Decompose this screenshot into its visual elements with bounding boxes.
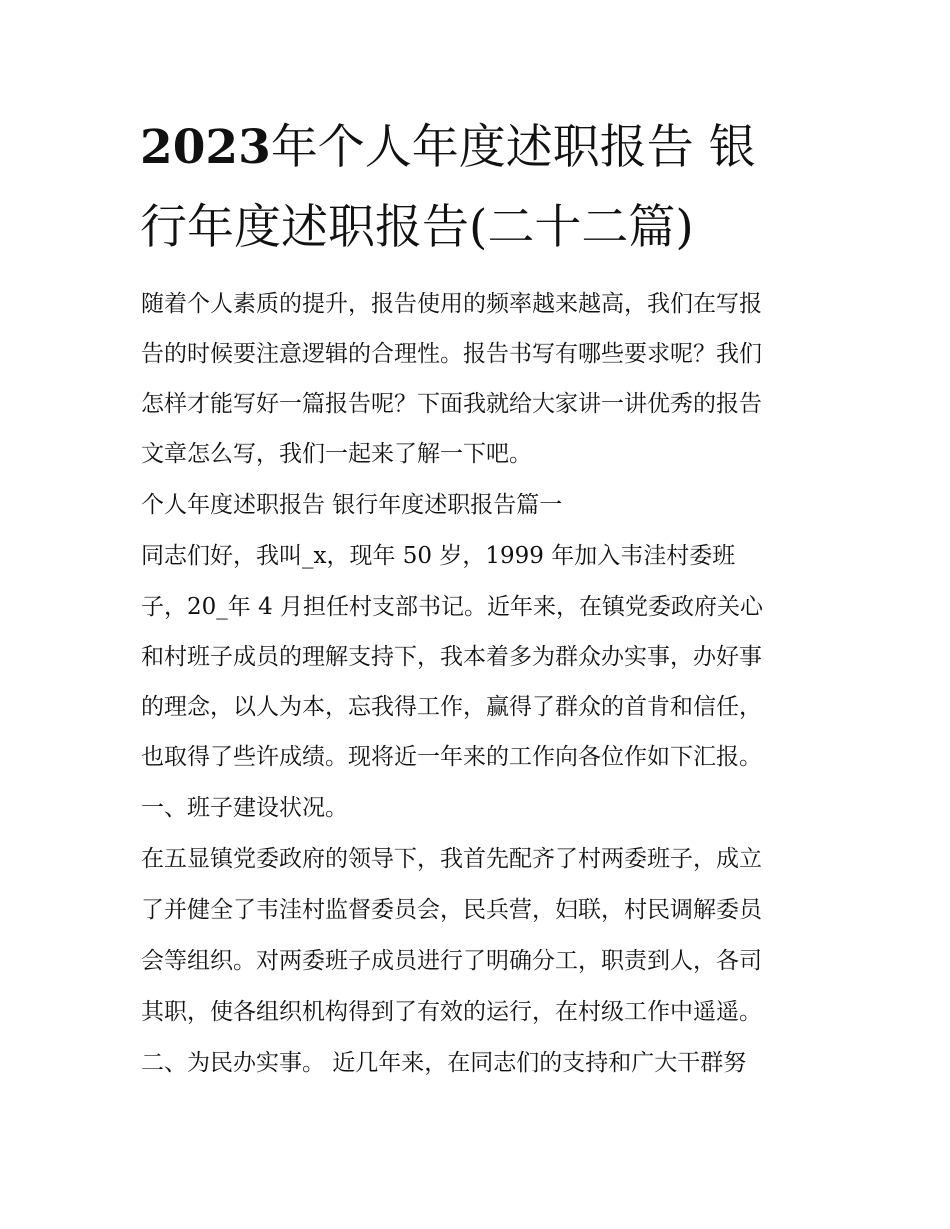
document-title-line-2: 行年度述职报告(二十二篇) — [140, 200, 694, 255]
paragraph-line: 了并健全了韦洼村监督委员会，民兵营，妇联，村民调解委员 — [141, 897, 762, 923]
paragraph-line: 同志们好，我叫_x，现年 50 岁，1999 年加入韦洼村委班 — [141, 543, 736, 569]
paragraph-line: 在五显镇党委政府的领导下，我首先配齐了村两委班子，成立 — [141, 846, 762, 872]
paragraph-line: 其职，使各组织机构得到了有效的运行，在村级工作中遥遥。 — [141, 999, 762, 1025]
title-text: 年个人年度述职报告 银 — [270, 120, 756, 175]
paragraph-line: 和村班子成员的理解支持下，我本着多为群众办实事，办好事 — [141, 644, 762, 670]
intro-line: 随着个人素质的提升，报告使用的频率越来越高，我们在写报 — [141, 291, 762, 317]
intro-line: 怎样才能写好一篇报告呢？下面我就给大家讲一讲优秀的报告 — [141, 391, 762, 417]
title-year: 2023 — [140, 120, 271, 175]
paragraph-line: 子，20_年 4 月担任村支部书记。近年来，在镇党委政府关心 — [141, 594, 764, 620]
section-heading: 个人年度述职报告 银行年度述职报告篇一 — [141, 492, 563, 518]
document-title-line-1 — [140, 118, 756, 178]
paragraph-line: 二、为民办实事。 近几年来，在同志们的支持和广大干群努 — [141, 1050, 747, 1076]
paragraph-line: 的理念，以人为本，忘我得工作，赢得了群众的首肯和信任， — [141, 694, 762, 720]
subsection-heading: 一、班子建设状况。 — [141, 795, 348, 821]
paragraph-line: 会等组织。对两委班子成员进行了明确分工，职责到人，各司 — [141, 948, 762, 974]
intro-line: 文章怎么写，我们一起来了解一下吧。 — [141, 441, 532, 467]
intro-line: 告的时候要注意逻辑的合理性。报告书写有哪些要求呢？我们 — [141, 341, 762, 367]
paragraph-line: 也取得了些许成绩。现将近一年来的工作向各位作如下汇报。 — [141, 744, 762, 770]
